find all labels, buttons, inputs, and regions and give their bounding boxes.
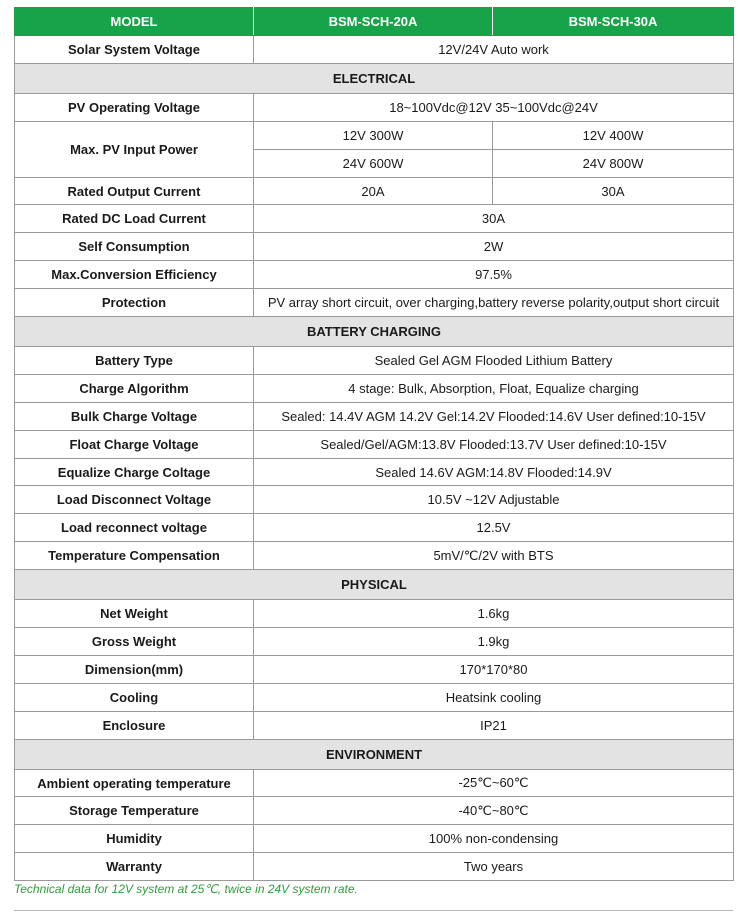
table-row [15,205,734,233]
row-value: 12.5V [254,514,734,542]
table-row [15,542,734,570]
section-title-battery: BATTERY CHARGING [15,317,734,347]
model-20a-header: BSM-SCH-20A [254,8,493,36]
table-row [15,121,734,149]
row-value: Sealed/Gel/AGM:13.8V Flooded:13.7V User defined:10-15V [254,430,734,458]
row-label: Enclosure [15,711,254,739]
table-row [15,374,734,402]
table-row [15,430,734,458]
table-row [15,600,734,628]
row-label: Solar System Voltage [15,36,254,64]
row-value: 30A [254,205,734,233]
row-value: 10.5V ~12V Adjustable [254,486,734,514]
row-value: PV array short circuit, over charging,battery reverse polarity,output short circuit [254,289,734,317]
row-label: Cooling [15,683,254,711]
row-value-30a: 12V 400W [493,121,734,149]
row-value: Two years [254,853,734,881]
section-title-environment: ENVIRONMENT [15,739,734,769]
row-value: 170*170*80 [254,655,734,683]
row-label: Ambient operating temperature [15,769,254,797]
row-value: 12V/24V Auto work [254,36,734,64]
section-header [15,63,734,93]
row-value: -40℃~80℃ [254,797,734,825]
row-label: PV Operating Voltage [15,93,254,121]
row-label: Gross Weight [15,628,254,656]
table-row [15,486,734,514]
footnote: Technical data for 12V system at 25℃, twice in 24V system rate. [14,882,358,896]
table-row [15,853,734,881]
section-title-electrical: ELECTRICAL [15,63,734,93]
row-value: Sealed: 14.4V AGM 14.2V Gel:14.2V Flooded:14.6V User defined:10-15V [254,402,734,430]
row-value-30a: 30A [493,177,734,205]
row-value: 1.9kg [254,628,734,656]
row-label: Equalize Charge Coltage [15,458,254,486]
row-label: Rated Output Current [15,177,254,205]
row-value: IP21 [254,711,734,739]
table-row [15,261,734,289]
row-label: Self Consumption [15,233,254,261]
bottom-divider [14,910,733,911]
table-row [15,233,734,261]
spec-table [14,7,734,881]
row-value: Heatsink cooling [254,683,734,711]
row-label: Bulk Charge Voltage [15,402,254,430]
row-value: 4 stage: Bulk, Absorption, Float, Equalize charging [254,374,734,402]
table-row [15,769,734,797]
row-label: Temperature Compensation [15,542,254,570]
row-value-20a: 12V 300W [254,121,493,149]
row-label: Battery Type [15,347,254,375]
row-value: 100% non-condensing [254,825,734,853]
row-value-30a: 24V 800W [493,149,734,177]
table-row [15,347,734,375]
row-value: 2W [254,233,734,261]
table-row [15,825,734,853]
model-header: MODEL [15,8,254,36]
row-value-20a: 20A [254,177,493,205]
table-row [15,36,734,64]
row-label: Humidity [15,825,254,853]
table-row [15,683,734,711]
table-row [15,711,734,739]
section-header [15,739,734,769]
row-value: Sealed Gel AGM Flooded Lithium Battery [254,347,734,375]
row-value: 18~100Vdc@12V 35~100Vdc@24V [254,93,734,121]
section-title-physical: PHYSICAL [15,570,734,600]
table-row [15,655,734,683]
section-header [15,570,734,600]
section-header [15,317,734,347]
row-label: Dimension(mm) [15,655,254,683]
row-label: Net Weight [15,600,254,628]
row-label: Max. PV Input Power [15,121,254,177]
row-label: Load reconnect voltage [15,514,254,542]
row-label: Charge Algorithm [15,374,254,402]
table-row [15,177,734,205]
row-label: Warranty [15,853,254,881]
row-value: -25℃~60℃ [254,769,734,797]
row-value: 1.6kg [254,600,734,628]
header-row [15,8,734,36]
row-label: Max.Conversion Efficiency [15,261,254,289]
table-row [15,514,734,542]
table-row [15,402,734,430]
table-row [15,93,734,121]
model-30a-header: BSM-SCH-30A [493,8,734,36]
table-row [15,797,734,825]
row-label: Load Disconnect Voltage [15,486,254,514]
table-row [15,628,734,656]
row-value-20a: 24V 600W [254,149,493,177]
row-label: Protection [15,289,254,317]
row-label: Storage Temperature [15,797,254,825]
row-label: Float Charge Voltage [15,430,254,458]
row-value: 97.5% [254,261,734,289]
row-label: Rated DC Load Current [15,205,254,233]
row-value: 5mV/℃/2V with BTS [254,542,734,570]
row-value: Sealed 14.6V AGM:14.8V Flooded:14.9V [254,458,734,486]
table-row [15,289,734,317]
table-row [15,458,734,486]
